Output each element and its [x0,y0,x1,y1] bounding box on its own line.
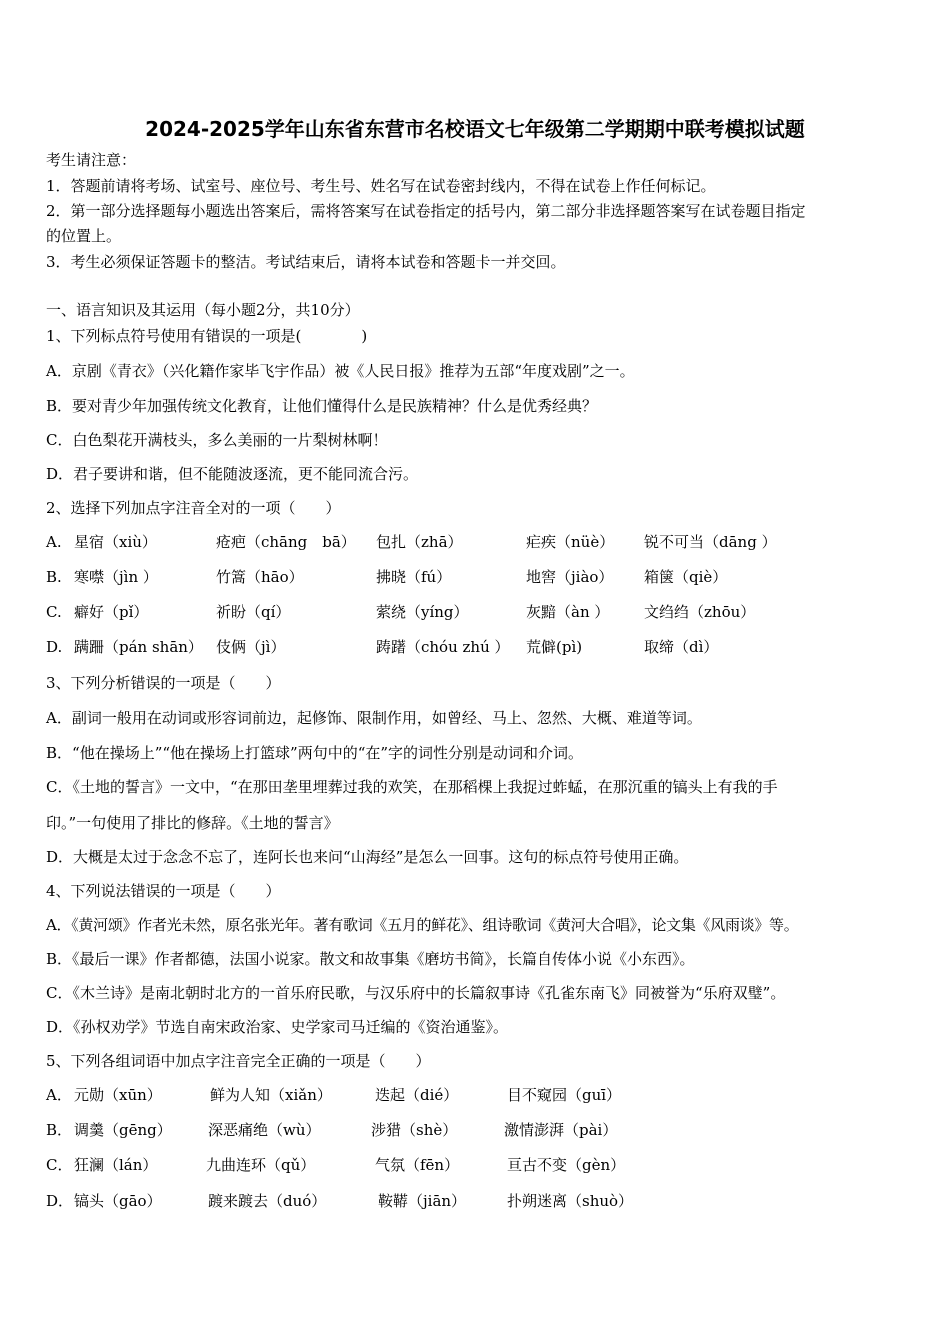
option-cell: 地窖（jiào） [526,568,614,586]
option-cell: 踱来踱去（duó） [208,1192,327,1210]
option: D．大概是太过于念念不忘了，连阿长也来问“山海经”是怎么一回事。这句的标点符号使用正确。 [46,848,689,866]
option-letter: B． [46,1121,73,1139]
question-stem: 1、下列标点符号使用有错误的一项是( ) [46,327,368,345]
option-cell: 涉猎（shè） [371,1121,458,1139]
question-stem: 2、选择下列加点字注音全对的一项（ ） [46,499,341,517]
option-cell: 拂晓（fú） [376,568,452,586]
option: B．要对青少年加强传统文化教育，让他们懂得什么是民族精神？什么是优秀经典？ [46,397,598,415]
option-cell: 镐头（gāo） [74,1192,162,1210]
option-letter: A． [46,1086,72,1104]
option-cell: 深恶痛绝（wù） [208,1121,321,1139]
option-cell: 寒噤（jìn ） [74,568,158,586]
option: B．《最后一课》作者都德，法国小说家。散文和故事集《磨坊书简》，长篇自传体小说《小东西》。 [46,950,695,968]
option-cell: 亘古不变（gèn） [507,1156,626,1174]
option-cell: 荒僻(pì) [526,638,583,656]
option: C．白色梨花开满枝头，多么美丽的一片梨树林啊！ [46,431,388,449]
option-cell: 迭起（dié） [375,1086,459,1104]
option-cell: 包扎（zhā） [376,533,463,551]
option-letter: D． [46,1192,74,1210]
option-cell: 癖好（pǐ） [74,603,149,621]
option-cell: 目不窥园（guī） [507,1086,622,1104]
option-cell: 文绉绉（zhōu） [644,603,756,621]
option-cell: 锐不可当（dāng ） [644,533,777,551]
option-cell: 激情澎湃（pài） [504,1121,618,1139]
option-cell: 取缔（dì） [644,638,719,656]
option: A．京剧《青衣》（兴化籍作家毕飞宇作品）被《人民日报》推荐为五部“年度戏剧”之一。 [46,362,635,380]
option-letter: B. [46,568,62,586]
option: B．“他在操场上”“他在操场上打篮球”两句中的“在”字的词性分别是动词和介词。 [46,744,584,762]
option-cell: 萦绕（yíng） [376,603,469,621]
notice-item: 2．第一部分选择题每小题选出答案后，需将答案写在试卷指定的括号内，第二部分非选择题答案写在试卷题目指定 [46,202,806,220]
option-cell: 疮疤（chāng bā） [216,533,356,551]
option-cell: 狂澜（lán） [74,1156,158,1174]
option-cell: 气氛（fēn） [375,1156,460,1174]
page-title: 2024-2025学年山东省东营市名校语文七年级第二学期期中联考模拟试题 [145,117,805,141]
option-cell: 灰黯（àn ） [526,603,610,621]
option: C．《土地的誓言》一文中，“在那田垄里埋葬过我的欢笑，在那稻棵上我捉过蚱蜢，在那沉重的镐头上有我的手 [46,778,778,796]
option-cell: 九曲连环（qǔ） [206,1156,316,1174]
option-cell: 箱箧（qiè） [644,568,728,586]
option-cell: 竹篙（hāo） [216,568,304,586]
notice-heading: 考生请注意： [46,151,137,169]
option-cell: 蹒跚（pán shān） [74,638,203,656]
option-cell: 鲜为人知（xiǎn） [210,1086,332,1104]
option-cell: 元勋（xūn） [74,1086,162,1104]
option-cell: 疟疾（nüè） [526,533,615,551]
option-cell: 鞍鞯（jiān） [378,1192,467,1210]
option: A．副词一般用在动词或形容词前边，起修饰、限制作用，如曾经、马上、忽然、大概、难道等词。 [46,709,702,727]
notice-item: 1．答题前请将考场、试室号、座位号、考生号、姓名写在试卷密封线内，不得在试卷上作任何标记。 [46,177,716,195]
option-cell: 踌躇（chóu zhú ） [376,638,510,656]
option-cell: 调羹（gēng） [74,1121,172,1139]
option: 印。”一句使用了排比的修辞。《土地的誓言》 [46,814,339,832]
option-letter: D. [46,638,63,656]
option-cell: 伎俩（jì） [216,638,286,656]
option: D．君子要讲和谐，但不能随波逐流，更不能同流合污。 [46,465,419,483]
option-cell: 星宿（xiù） [74,533,157,551]
option-letter: A. [46,533,62,551]
option: C．《木兰诗》是南北朝时北方的一首乐府民歌，与汉乐府中的长篇叙事诗《孔雀东南飞》同被誉为“乐府双璧”。 [46,984,786,1002]
option-letter: C. [46,603,62,621]
section-heading: 一、语言知识及其运用（每小题2分，共10分） [46,301,360,319]
question-stem: 4、下列说法错误的一项是（ ） [46,882,281,900]
notice-item: 的位置上。 [46,227,122,245]
option: A．《黄河颂》作者光未然，原名张光年。著有歌词《五月的鲜花》、组诗歌词《黄河大合唱》，论文集《风雨谈》等。 [46,916,799,934]
question-stem: 5、下列各组词语中加点字注音完全正确的一项是（ ） [46,1052,431,1070]
option-letter: C． [46,1156,73,1174]
option-cell: 扑朔迷离（shuò） [507,1192,634,1210]
question-stem: 3、下列分析错误的一项是（ ） [46,674,281,692]
option: D．《孙权劝学》节选自南宋政治家、史学家司马迁编的《资治通鉴》。 [46,1018,509,1036]
notice-item: 3．考生必须保证答题卡的整洁。考试结束后，请将本试卷和答题卡一并交回。 [46,253,566,271]
option-cell: 祈盼（qí） [216,603,291,621]
